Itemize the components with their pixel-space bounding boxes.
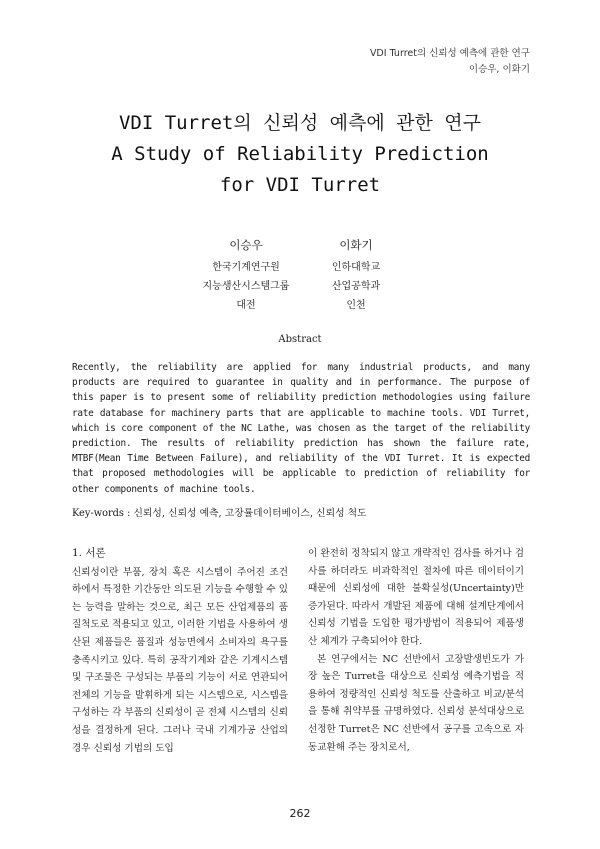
title-korean: VDI Turret의 신뢰성 예측에 관한 연구 [118, 112, 482, 134]
author-name: 이승우 [229, 238, 263, 252]
body-paragraph: 본 연구에서는 NC 선반에서 고장발생빈도가 가장 높은 Turret을 대상으로 신뢰성 예측기법을 적용하여 정량적인 신뢰성 척도를 산출하고 비교/분석을 통해 취약부를 규명하였다. 신뢰성 분석대상으로 선정한 Turret은 NC 선반에서 공구를 고속으로 자동교환해 주는 장치로서, [308, 653, 524, 753]
paper-title [0, 108, 600, 201]
abstract-heading: Abstract [278, 334, 322, 345]
body-paragraph: 이 완전히 정착되지 않고 개략적인 검사를 하거나 검사를 하더라도 비과학적인 절차에 따른 데이터이기 때문에 신뢰성에 대한 불확실성(Uncertainty)만 증가된다. 따라서 개발된 제품에 대해 설계단계에서 신뢰성 기법을 도입한 평가방법이 적용되어 제품생산 체계가 구축되어야 한다. [308, 548, 524, 647]
author-department: 산업공학과 [331, 281, 381, 292]
author-affiliation: 한국기계연구원 [212, 262, 280, 273]
running-head-authors: 이승우, 이화기 [468, 64, 530, 75]
running-head [370, 46, 530, 78]
title-english-line1: A Study of Reliability Prediction [111, 143, 489, 165]
body-column-left [72, 545, 288, 757]
section-heading: 1. 서론 [72, 547, 106, 559]
running-head-title: VDI Turret의 신뢰성 예측에 관한 연구 [369, 48, 530, 59]
body-column-right [308, 545, 524, 756]
author-name: 이화기 [339, 238, 373, 252]
author-1 [186, 236, 306, 315]
abstract-text: Recently, the reliability are applied for many industrial products, and many products are required to guarantee in quality and in performance. The purpose of this paper is to present some of reliability prediction methodologies using failure rate database for machinery parts that are applicable to machine tools. VDI Turret, which is core component of the NC Lathe, was chosen as the target of the reliability prediction. The results of reliability prediction has shown the failure rate, MTBF(Mean Time Between Failure), and reliability of the VDI Turret. It is expected that proposed methodologies will be applicable to prediction of reliability for other components of machine tools. [72, 362, 530, 495]
author-affiliation: 인하대학교 [331, 262, 381, 273]
title-english-line2: for VDI Turret [219, 174, 381, 196]
author-city: 대전 [236, 300, 256, 311]
page-number: 262 [289, 807, 311, 820]
author-city: 인천 [346, 300, 366, 311]
body-paragraph: 신뢰성이란 부품, 장치 혹은 시스템이 주어진 조건 하에서 특정한 기간동안 의도된 기능을 수행할 수 있는 능력을 말하는 것으로, 최근 모든 산업제품의 품질척도로 적용되고 있고, 이러한 기법을 사용하여 생산된 제품들은 품질과 성능면에서 소비자의 욕구를 충족시키고 있다. 특히 공작기계와 같은 기계시스템 및 구조물은 구성되는 부품의 기능이 서로 연관되어 전체의 기능을 발휘하게 되는 시스템으로, 시스템을 구성하는 각 부품의 신뢰성이 곧 전체 시스템의 신뢰성을 결정하게 된다. 그러나 국내 기계가공 산업의 경우 신뢰성 기법의 도입 [72, 566, 288, 754]
author-department: 지능생산시스템그룹 [202, 281, 290, 292]
keywords: Key-words : 신뢰성, 신뢰성 예측, 고장률데이터베이스, 신뢰성 척도 [72, 508, 367, 519]
author-2 [296, 236, 416, 315]
